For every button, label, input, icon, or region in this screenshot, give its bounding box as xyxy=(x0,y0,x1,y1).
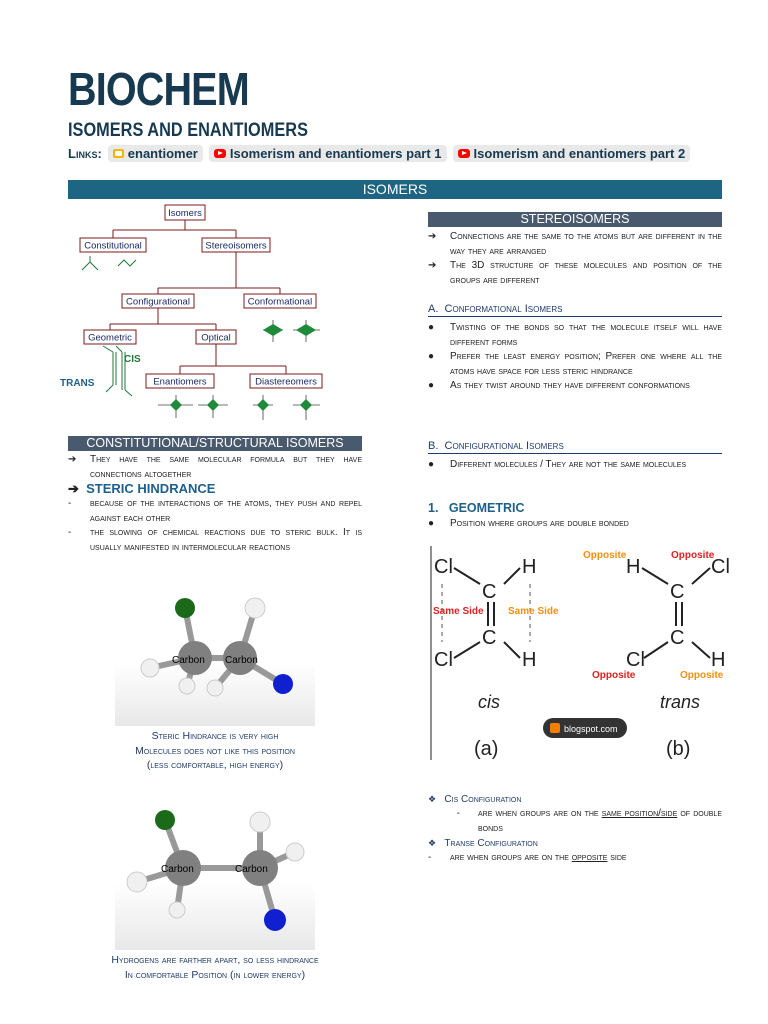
heading-letter: B. xyxy=(428,440,439,452)
watermark-text: blogspot.com xyxy=(564,724,618,734)
text: The 3D structure of these molecules and position of the groups are different xyxy=(450,260,722,286)
tree-label: Constitutional xyxy=(84,240,142,252)
constitutional-point-1: ➔ They have the same molecular formula but they have connections altogether xyxy=(68,453,362,482)
text: Connections are the same to the atoms but are different in the way they are arranged xyxy=(450,231,722,257)
steric-hindrance-list: - because of the interactions of the atoms, they push and repel against each other - the slowing of chemical reactions due to steric bulk. It is usually manifested in intermolecular reactions xyxy=(68,497,362,555)
opposite-label: Opposite xyxy=(592,670,636,681)
stereo-points: ➔ Connections are the same to the atoms but are different in the way they are arranged ➔ The 3D structure of these molecules and position of the groups are different xyxy=(428,230,722,288)
molecule-image-staggered xyxy=(115,800,315,950)
atom-label: H xyxy=(522,556,537,578)
link-label: Isomerism and enantiomers part 2 xyxy=(473,146,686,161)
atom-label: Cl xyxy=(434,556,453,578)
heading-text: Configurational Isomers xyxy=(444,440,564,452)
opposite-label: Opposite xyxy=(583,550,627,561)
link-label: enantiomer xyxy=(127,146,198,161)
carbon-label: Carbon xyxy=(225,655,258,666)
cis-configuration-text: - are when groups are on the same position/side of double bonds xyxy=(428,807,722,836)
tree-label: Conformational xyxy=(247,296,313,308)
caption-staggered xyxy=(68,953,362,982)
caption-line: Hydrogens are farther apart, so less hindrance xyxy=(111,954,319,966)
conformational-list: ● Twisting of the bonds so that the molecule itself will have different forms ● Prefer the least energy position; Prefer one where all the atoms have space for less steric hindrance ● As they twist around they have different conformations xyxy=(428,321,722,394)
tree-label-cis: CIS xyxy=(124,354,141,365)
text: Twisting of the bonds so that the molecule itself will have different forms xyxy=(450,322,722,348)
heading-configurational xyxy=(428,440,722,454)
configurational-list: ● Different molecules / They are not the same molecules xyxy=(428,458,722,473)
atom-label: H xyxy=(626,556,641,578)
page-subtitle: ISOMERS AND ENANTIOMERS xyxy=(68,120,308,141)
trans-label: trans xyxy=(660,692,701,712)
geometric-list: ● Position where groups are double bonded xyxy=(428,517,722,532)
tree-label: Configurational xyxy=(126,296,190,308)
text: Prefer the least energy position; Prefer one where all the atoms have space for less steric hindrance xyxy=(450,351,722,377)
heading-text: STERIC HINDRANCE xyxy=(86,481,216,496)
caption-line: (less comfortable, high energy) xyxy=(146,759,284,771)
heading-text: Conformational Isomers xyxy=(444,303,563,315)
atom-label: H xyxy=(711,649,726,671)
carbon-label: Carbon xyxy=(235,864,268,875)
link-isomerism-part1[interactable] xyxy=(209,145,447,162)
heading-number: 1. xyxy=(428,501,439,515)
section-header-isomers: ISOMERS xyxy=(68,180,722,199)
panel-a-label: (a) xyxy=(474,738,499,760)
link-label: Isomerism and enantiomers part 1 xyxy=(229,146,442,161)
panel-b-label: (b) xyxy=(666,738,691,760)
caption-line: Molecules does not like this position xyxy=(135,744,295,757)
section-header-constitutional: CONSTITUTIONAL/STRUCTURAL ISOMERS xyxy=(68,436,362,451)
opposite-label: Opposite xyxy=(671,550,715,561)
atom-label: C xyxy=(670,627,685,649)
section-header-stereoisomers: STEREOISOMERS xyxy=(428,212,722,227)
caption-line: Steric Hindrance is very high xyxy=(151,730,279,742)
link-enantiomer[interactable] xyxy=(108,145,203,162)
molecule-image-eclipsed xyxy=(115,586,315,726)
heading-letter: A. xyxy=(428,303,439,315)
page-title: BIOCHEM xyxy=(68,63,249,115)
atom-label: H xyxy=(522,649,537,671)
text: Different molecules / They are not the same molecules xyxy=(450,459,687,470)
text: are when groups are on the opposite side xyxy=(450,852,627,863)
carbon-label: Carbon xyxy=(172,655,205,666)
youtube-icon xyxy=(214,149,226,158)
blogger-icon xyxy=(550,723,560,733)
cis-trans-figure xyxy=(430,546,732,760)
tree-label: Diastereomers xyxy=(255,376,317,388)
tree-label: Enantiomers xyxy=(153,376,207,388)
caption-line: In comfortable Position (in lower energy) xyxy=(124,968,306,981)
tree-label: Geometric xyxy=(88,332,132,344)
heading-conformational xyxy=(428,303,722,317)
atom-label: C xyxy=(482,581,497,603)
tree-label: Isomers xyxy=(168,208,202,219)
link-isomerism-part2[interactable] xyxy=(453,145,691,162)
atom-label: C xyxy=(482,627,497,649)
text: As they twist around they have different conformations xyxy=(450,380,690,391)
trans-configuration-heading: ❖ Transe Configuration xyxy=(428,838,538,849)
tree-label: Stereoisomers xyxy=(205,240,267,252)
text: Position where groups are double bonded xyxy=(450,518,629,529)
cis-configuration-heading: ❖ Cis Configuration xyxy=(428,794,522,805)
heading-geometric xyxy=(428,501,525,515)
carbon-label: Carbon xyxy=(161,864,194,875)
atom-label: Cl xyxy=(711,556,730,578)
slides-icon xyxy=(113,149,124,158)
heading-text: Cis Configuration xyxy=(444,794,522,805)
tree-label-trans: TRANS xyxy=(60,378,95,389)
heading-text: GEOMETRIC xyxy=(448,501,525,515)
youtube-icon xyxy=(458,149,470,158)
same-side-label: Same Side xyxy=(433,606,484,617)
caption-steric-high xyxy=(68,729,362,773)
isomer-classification-tree xyxy=(58,200,328,432)
atom-label: C xyxy=(670,581,685,603)
text: They have the same molecular formula but they have connections altogether xyxy=(90,454,362,480)
text: the slowing of chemical reactions due to steric bulk. It is usually manifested in intermolecular reactions xyxy=(90,527,362,553)
tree-label: Optical xyxy=(201,332,231,344)
text: because of the interactions of the atoms, they push and repel against each other xyxy=(90,498,362,524)
text: are when groups are on the same position/side of double bonds xyxy=(478,808,722,834)
atom-label: Cl xyxy=(626,649,645,671)
heading-text: Transe Configuration xyxy=(444,838,538,849)
links-row xyxy=(68,145,690,162)
trans-configuration-text: - are when groups are on the opposite side xyxy=(428,851,722,866)
links-label: Links: xyxy=(68,146,102,161)
same-side-label: Same Side xyxy=(508,606,559,617)
opposite-label: Opposite xyxy=(680,670,724,681)
atom-label: Cl xyxy=(434,649,453,671)
cis-label: cis xyxy=(478,692,500,712)
steric-hindrance-heading: ➔ STERIC HINDRANCE xyxy=(68,481,216,496)
